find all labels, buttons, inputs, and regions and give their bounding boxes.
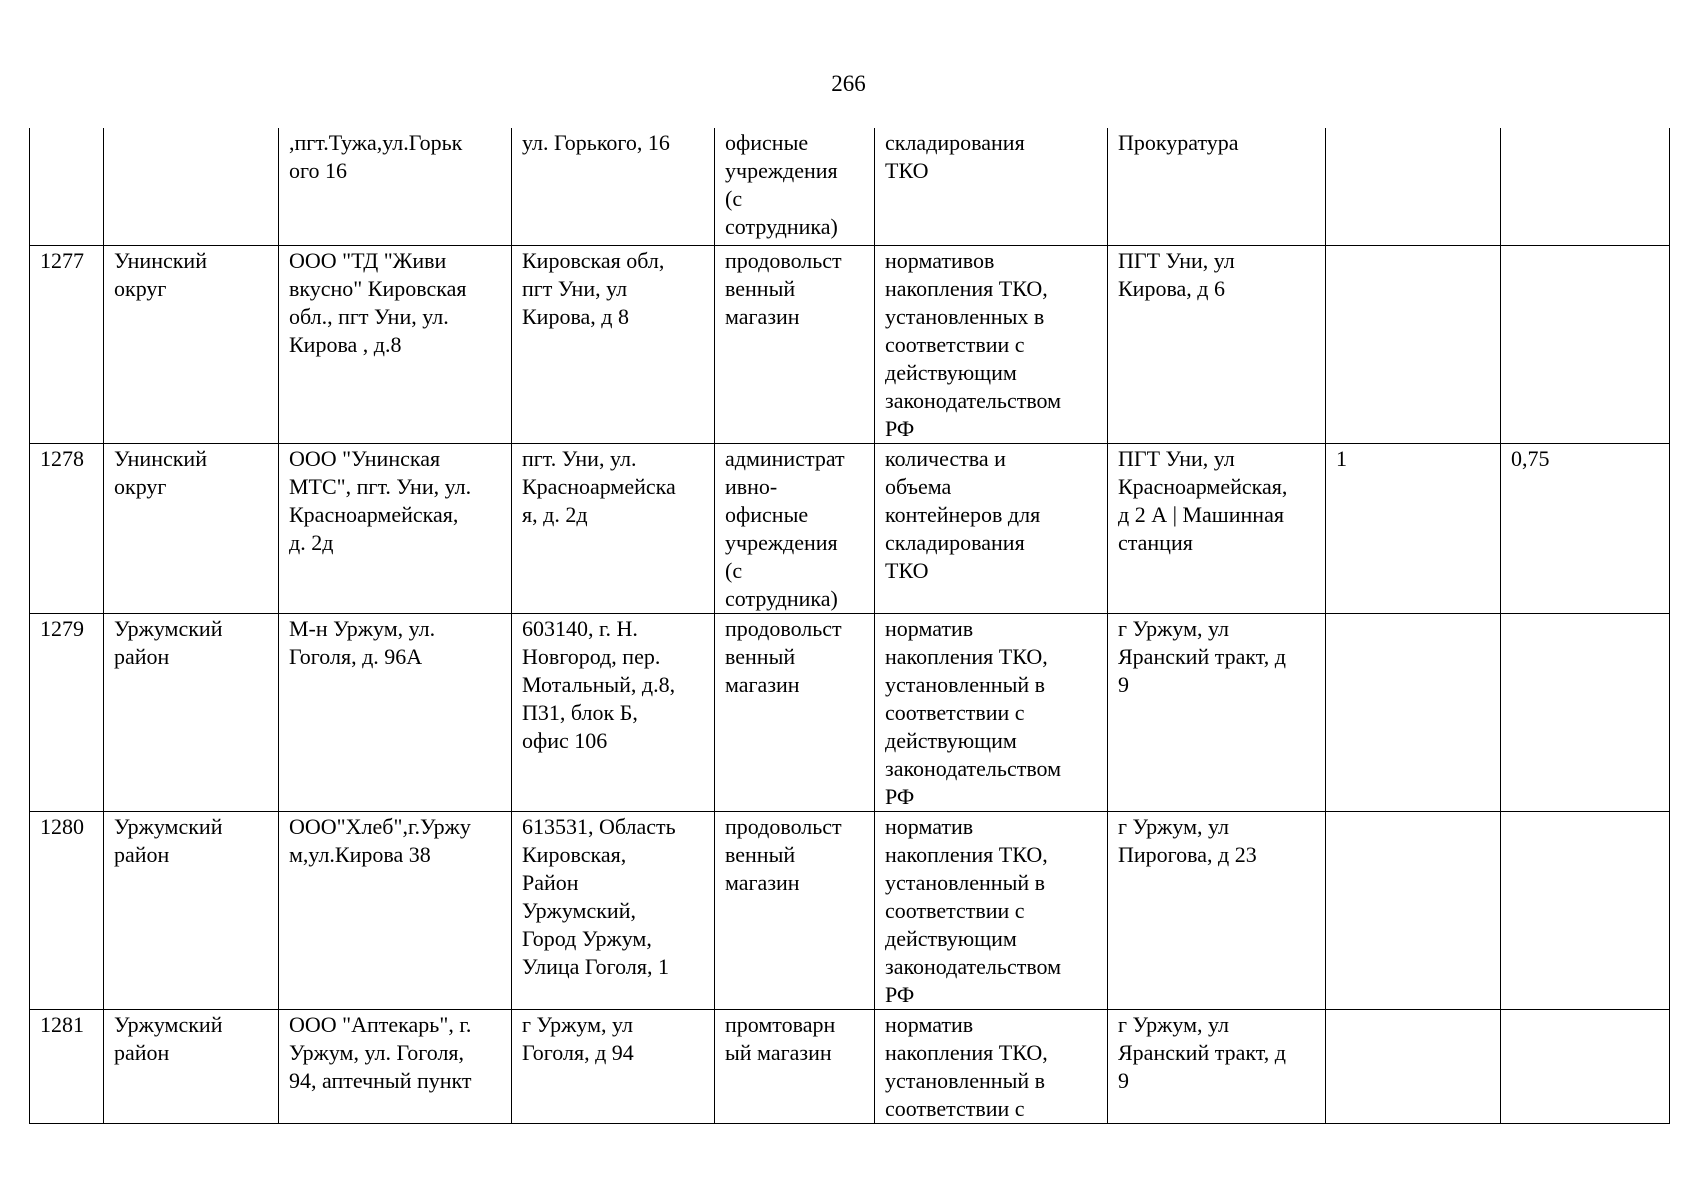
- row-number-cell: 1278: [30, 443, 104, 613]
- basis-cell: количества и объема контейнеров для складирования ТКО: [875, 443, 1108, 613]
- table-row: [30, 1009, 1670, 1123]
- count-cell: [1326, 1009, 1501, 1123]
- organization-cell: ООО "Унинская МТС", пгт. Уни, ул. Красноармейская, д. 2д: [279, 443, 512, 613]
- organization-cell: М-н Уржум, ул. Гоголя, д. 96А: [279, 613, 512, 811]
- object-type-cell: продовольст венный магазин: [715, 613, 875, 811]
- volume-cell: [1501, 1009, 1670, 1123]
- object-type-cell: офисные учреждения (с сотрудника): [715, 128, 875, 245]
- district-cell: [104, 128, 279, 245]
- basis-cell: норматив накопления ТКО, установленный в соответствии с: [875, 1009, 1108, 1123]
- district-cell: Уржумский район: [104, 1009, 279, 1123]
- object-type-cell: продовольст венный магазин: [715, 811, 875, 1009]
- organization-cell: ООО "Аптекарь", г. Уржум, ул. Гоголя, 94, аптечный пункт: [279, 1009, 512, 1123]
- district-cell: Унинский округ: [104, 443, 279, 613]
- row-number-cell: 1281: [30, 1009, 104, 1123]
- basis-cell: норматив накопления ТКО, установленный в соответствии с действующим законодательством РФ: [875, 811, 1108, 1009]
- address-cell: г Уржум, ул Гоголя, д 94: [512, 1009, 715, 1123]
- table-row: [30, 811, 1670, 1009]
- address-cell: пгт. Уни, ул. Красноармейска я, д. 2д: [512, 443, 715, 613]
- container-site-cell: Прокуратура: [1108, 128, 1326, 245]
- count-cell: [1326, 613, 1501, 811]
- address-cell: 603140, г. Н. Новгород, пер. Мотальный, д.8, П31, блок Б, офис 106: [512, 613, 715, 811]
- row-number-cell: 1280: [30, 811, 104, 1009]
- row-number-cell: [30, 128, 104, 245]
- basis-cell: складирования ТКО: [875, 128, 1108, 245]
- basis-cell: нормативов накопления ТКО, установленных в соответствии с действующим законодательством РФ: [875, 245, 1108, 443]
- table-row: [30, 613, 1670, 811]
- district-cell: Уржумский район: [104, 613, 279, 811]
- data-table: [29, 128, 1670, 1124]
- container-site-cell: г Уржум, ул Яранский тракт, д 9: [1108, 613, 1326, 811]
- organization-cell: ООО "ТД "Живи вкусно" Кировская обл., пгт Уни, ул. Кирова , д.8: [279, 245, 512, 443]
- table-row: [30, 443, 1670, 613]
- district-cell: Унинский округ: [104, 245, 279, 443]
- count-cell: [1326, 128, 1501, 245]
- row-number-cell: 1279: [30, 613, 104, 811]
- organization-cell: ,пгт.Тужа,ул.Горьк ого 16: [279, 128, 512, 245]
- table-row: [30, 128, 1670, 245]
- address-cell: Кировская обл, пгт Уни, ул Кирова, д 8: [512, 245, 715, 443]
- container-site-cell: ПГТ Уни, ул Кирова, д 6: [1108, 245, 1326, 443]
- basis-cell: норматив накопления ТКО, установленный в соответствии с действующим законодательством РФ: [875, 613, 1108, 811]
- address-cell: ул. Горького, 16: [512, 128, 715, 245]
- volume-cell: [1501, 811, 1670, 1009]
- row-number-cell: 1277: [30, 245, 104, 443]
- address-cell: 613531, Область Кировская, Район Уржумский, Город Уржум, Улица Гоголя, 1: [512, 811, 715, 1009]
- container-site-cell: г Уржум, ул Пирогова, д 23: [1108, 811, 1326, 1009]
- district-cell: Уржумский район: [104, 811, 279, 1009]
- volume-cell: 0,75: [1501, 443, 1670, 613]
- object-type-cell: промтоварн ый магазин: [715, 1009, 875, 1123]
- volume-cell: [1501, 613, 1670, 811]
- object-type-cell: продовольст венный магазин: [715, 245, 875, 443]
- container-site-cell: ПГТ Уни, ул Красноармейская, д 2 А | Машинная станция: [1108, 443, 1326, 613]
- organization-cell: ООО"Хлеб",г.Уржу м,ул.Кирова 38: [279, 811, 512, 1009]
- volume-cell: [1501, 128, 1670, 245]
- page-number: 266: [831, 71, 866, 96]
- count-cell: 1: [1326, 443, 1501, 613]
- volume-cell: [1501, 245, 1670, 443]
- count-cell: [1326, 245, 1501, 443]
- object-type-cell: администрат ивно- офисные учреждения (с сотрудника): [715, 443, 875, 613]
- container-site-cell: г Уржум, ул Яранский тракт, д 9: [1108, 1009, 1326, 1123]
- table-row: [30, 245, 1670, 443]
- count-cell: [1326, 811, 1501, 1009]
